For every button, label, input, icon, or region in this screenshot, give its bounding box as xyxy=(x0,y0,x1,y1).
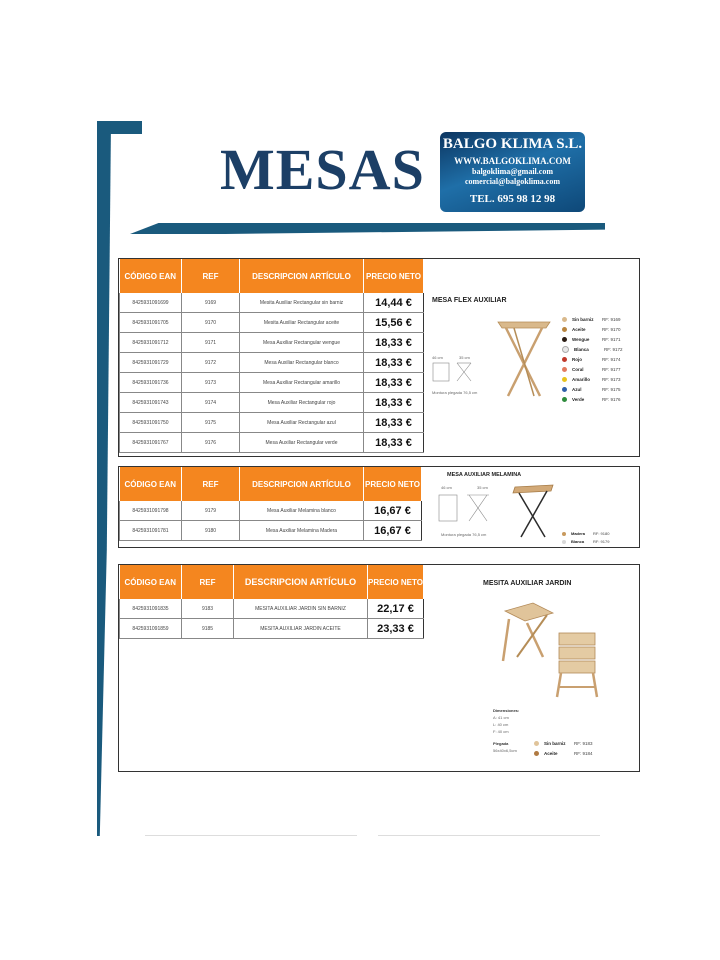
color-swatch: Madera RF: 9180 xyxy=(562,525,609,543)
jardin-folded-label: Plegada xyxy=(493,741,509,746)
product-title-flex: MESA FLEX AUXILIAR xyxy=(432,297,507,304)
cell-ean: 8425931091743 xyxy=(120,393,182,413)
color-swatch: Verde RF: 9176 xyxy=(562,391,621,409)
jardin-dim-f: F: 40 cm xyxy=(493,729,509,734)
cell-desc: MESITA AUXILIAR JARDIN ACEITE xyxy=(234,619,368,639)
table-row xyxy=(120,433,424,453)
flex-dim-b: 35 cm xyxy=(459,355,470,360)
product-title-jardin: MESITA AUXILIAR JARDIN xyxy=(483,580,572,587)
header-ean: CÓDIGO EAN xyxy=(120,467,182,501)
flex-dimension-sketch xyxy=(431,355,475,389)
color-swatch: Sin barniz RF: 9169 xyxy=(562,311,621,329)
cell-desc: Mesita Auxiliar Rectangular aceite xyxy=(240,313,364,333)
color-swatch: Azul RF: 9175 xyxy=(562,381,621,399)
cell-ref: 9179 xyxy=(182,501,240,521)
product-title-melamina: MESA AUXILIAR MELAMINA xyxy=(447,472,522,478)
cell-price: 23,33 € xyxy=(368,619,424,639)
cell-ean: 8425931091835 xyxy=(120,599,182,619)
table-row xyxy=(120,313,424,333)
melamina-dim-a: 46 cm xyxy=(441,485,452,490)
table-row xyxy=(120,373,424,393)
header-price: PRECIO NETO xyxy=(364,467,422,501)
melamina-folded: Montura plegada 76,5 cm xyxy=(441,532,487,537)
cell-ean: 8425931091859 xyxy=(120,619,182,639)
table-row xyxy=(120,393,424,413)
footer-line-left xyxy=(145,835,357,836)
cell-ref: 9185 xyxy=(182,619,234,639)
color-dot xyxy=(562,397,567,402)
cell-ean: 8425931091750 xyxy=(120,413,182,433)
flex-table-illustration xyxy=(494,314,554,399)
color-swatch: Sin barniz RF: 9183 xyxy=(534,735,593,753)
company-phone: TEL. 695 98 12 98 xyxy=(469,193,556,205)
cell-ref: 9173 xyxy=(182,373,240,393)
header-ref: REF xyxy=(182,565,234,599)
page-title: MESAS xyxy=(220,137,425,202)
cell-desc: Mesa Auxiliar Rectangular verde xyxy=(240,433,364,453)
cell-price: 18,33 € xyxy=(364,433,424,453)
jardin-dim-l: L: 40 cm xyxy=(493,722,509,727)
flex-dim-a: 46 cm xyxy=(432,355,443,360)
cell-desc: Mesa Auxiliar Rectangular azul xyxy=(240,413,364,433)
cell-price: 18,33 € xyxy=(364,373,424,393)
color-swatch: Blanca RF: 9179 xyxy=(562,533,609,551)
header-price: PRECIO NETO xyxy=(368,565,424,599)
color-swatch: Aceite RF: 9184 xyxy=(534,745,593,763)
table-row xyxy=(120,599,424,619)
price-table-melamina xyxy=(119,467,422,541)
section-mesa-flex xyxy=(118,258,640,457)
company-logo xyxy=(440,132,585,212)
cell-price: 18,33 € xyxy=(364,353,424,373)
company-email-2: comercial@balgoklima.com xyxy=(464,177,561,186)
melamina-table-illustration xyxy=(509,481,555,539)
cell-ean: 8425931091781 xyxy=(120,521,182,541)
color-swatch: Blanca RF: 9172 xyxy=(562,341,623,359)
cell-ref: 9175 xyxy=(182,413,240,433)
price-table-jardin xyxy=(119,565,424,639)
cell-ean: 8425931091699 xyxy=(120,293,182,313)
jardin-dim-a: A: 41 cm xyxy=(493,715,509,720)
cell-ref: 9176 xyxy=(182,433,240,453)
cell-ref: 9171 xyxy=(182,333,240,353)
cell-price: 18,33 € xyxy=(364,393,424,413)
cell-ean: 8425931091798 xyxy=(120,501,182,521)
cell-price: 18,33 € xyxy=(364,333,424,353)
jardin-table-illustration xyxy=(497,599,607,701)
cell-ref: 9169 xyxy=(182,293,240,313)
cell-ref: 9172 xyxy=(182,353,240,373)
cell-price: 16,67 € xyxy=(364,501,422,521)
color-swatch: Coral RF: 9177 xyxy=(562,361,621,379)
header-desc: DESCRIPCION ARTÍCULO xyxy=(240,467,364,501)
cell-desc: Mesa Auxiliar Rectangular rojo xyxy=(240,393,364,413)
table-row xyxy=(120,293,424,313)
footer-line-right xyxy=(378,835,600,836)
header-ref: REF xyxy=(182,467,240,501)
melamina-dim-b: 35 cm xyxy=(477,485,488,490)
header-ean: CÓDIGO EAN xyxy=(120,565,182,599)
cell-ref: 9183 xyxy=(182,599,234,619)
cell-ref: 9180 xyxy=(182,521,240,541)
header-desc: DESCRIPCION ARTÍCULO xyxy=(240,259,364,293)
header-divider xyxy=(130,223,605,234)
jardin-folded: 56x40x6,5cm xyxy=(493,748,517,753)
table-row xyxy=(120,521,422,541)
cell-ean: 8425931091736 xyxy=(120,373,182,393)
table-row xyxy=(120,619,424,639)
cell-ean: 8425931091712 xyxy=(120,333,182,353)
cell-desc: MESITA AUXILIAR JARDIN SIN BARNIZ xyxy=(234,599,368,619)
section-mesita-jardin xyxy=(118,564,640,772)
header-ean: CÓDIGO EAN xyxy=(120,259,182,293)
color-dot xyxy=(562,540,566,544)
price-table-flex xyxy=(119,259,424,453)
header-price: PRECIO NETO xyxy=(364,259,424,293)
melamina-dimension-sketch xyxy=(437,487,493,531)
section-mesa-melamina xyxy=(118,466,640,548)
cell-price: 15,56 € xyxy=(364,313,424,333)
cell-desc: Mesa Auxiliar Rectangular wengue xyxy=(240,333,364,353)
cell-desc: Mesa Auxiliar Rectangular blanco xyxy=(240,353,364,373)
cell-ean: 8425931091729 xyxy=(120,353,182,373)
cell-price: 14,44 € xyxy=(364,293,424,313)
cell-ref: 9174 xyxy=(182,393,240,413)
cell-ean: 8425931091705 xyxy=(120,313,182,333)
table-row xyxy=(120,413,424,433)
cell-desc: Mesa Auxiliar Melamina Madera xyxy=(240,521,364,541)
color-swatch: Wengue RF: 9171 xyxy=(562,331,621,349)
table-row xyxy=(120,353,424,373)
company-email-1: balgoklima@gmail.com xyxy=(472,167,553,176)
cell-price: 18,33 € xyxy=(364,413,424,433)
company-name: BALGO KLIMA S.L. xyxy=(442,136,583,152)
table-row xyxy=(120,333,424,353)
color-swatch: Amarillo RF: 9173 xyxy=(562,371,621,389)
header-desc: DESCRIPCION ARTÍCULO xyxy=(234,565,368,599)
color-swatch: Aceite RF: 9170 xyxy=(562,321,621,339)
jardin-dims-label: Dimensiones: xyxy=(493,708,520,713)
cell-ean: 8425931091767 xyxy=(120,433,182,453)
color-dot xyxy=(534,751,539,756)
cell-desc: Mesa Auxiliar Rectangular amarillo xyxy=(240,373,364,393)
cell-ref: 9170 xyxy=(182,313,240,333)
company-web: WWW.BALGOKLIMA.COM xyxy=(454,156,571,166)
flex-folded: Montura plegada 76,5 cm xyxy=(432,390,478,395)
table-row xyxy=(120,501,422,521)
cell-desc: Mesa Auxiliar Melamina blanco xyxy=(240,501,364,521)
cell-price: 16,67 € xyxy=(364,521,422,541)
frame-left-bar xyxy=(97,121,111,836)
header-ref: REF xyxy=(182,259,240,293)
cell-price: 22,17 € xyxy=(368,599,424,619)
color-swatch: Rojo RF: 9174 xyxy=(562,351,621,369)
cell-desc: Mesita Auxiliar Rectangular sin barniz xyxy=(240,293,364,313)
